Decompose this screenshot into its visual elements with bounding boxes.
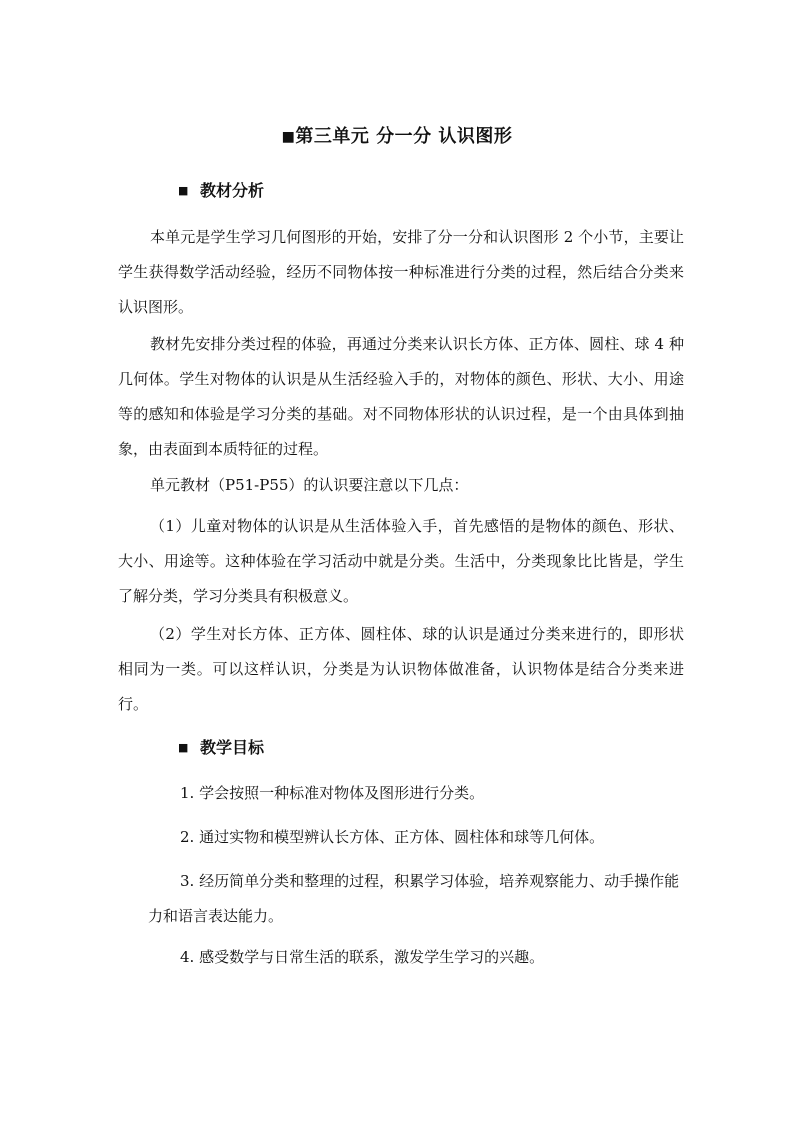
section-heading-goals — [178, 735, 264, 758]
paragraph-3: 单元教材（P51-P55）的认识要注意以下几点： — [150, 476, 469, 494]
paragraph-4: （1）儿童对物体的认识是从生活体验入手，首先感悟的是物体的颜色、形状、大小、用途等。这种体验在学习活动中就是分类。生活中，分类现象比比皆是，学生了解分类，学习分类具有积极意义。 — [118, 517, 684, 605]
goal-item-1: 1. 学会按照一种标准对物体及图形进行分类。 — [180, 784, 485, 802]
paragraph-2: 教材先安排分类过程的体验，再通过分类来认识长方体、正方体、圆柱、球 4 种几何体。学生对物体的认识是从生活经验入手的，对物体的颜色、形状、大小、用途等的感知和体验是学习分类的基础。对不同物体形状的认识过程，是一个由具体到抽象，由表面到本质特征的过程。 — [118, 335, 684, 458]
section-heading-text: 教学目标 — [200, 738, 265, 757]
goal-item-2: 2. 通过实物和模型辨认长方体、正方体、圆柱体和球等几何体。 — [180, 828, 605, 846]
title-square-icon: ■ — [281, 129, 296, 145]
goal-item-3: 3. 经历简单分类和整理的过程，积累学习体验，培养观察能力、动手操作能力和语言表达能力。 — [148, 872, 680, 925]
section-heading-text: 教材分析 — [200, 181, 265, 200]
page-title — [0, 122, 794, 148]
goal-item-4: 4. 感受数学与日常生活的联系，激发学生学习的兴趣。 — [180, 948, 545, 966]
title-text: 第三单元 分一分 认识图形 — [295, 126, 513, 147]
section-heading-analysis — [178, 178, 264, 201]
square-bullet-icon: ■ — [178, 741, 189, 754]
paragraph-5: （2）学生对长方体、正方体、圆柱体、球的认识是通过分类来进行的，即形状相同为一类。可以这样认识，分类是为认识物体做准备，认识物体是结合分类来进行。 — [118, 625, 684, 713]
paragraph-1: 本单元是学生学习几何图形的开始，安排了分一分和认识图形 2 个小节，主要让学生获得数学活动经验，经历不同物体按一种标准进行分类的过程，然后结合分类来认识图形。 — [118, 228, 684, 316]
square-bullet-icon: ■ — [178, 184, 189, 197]
